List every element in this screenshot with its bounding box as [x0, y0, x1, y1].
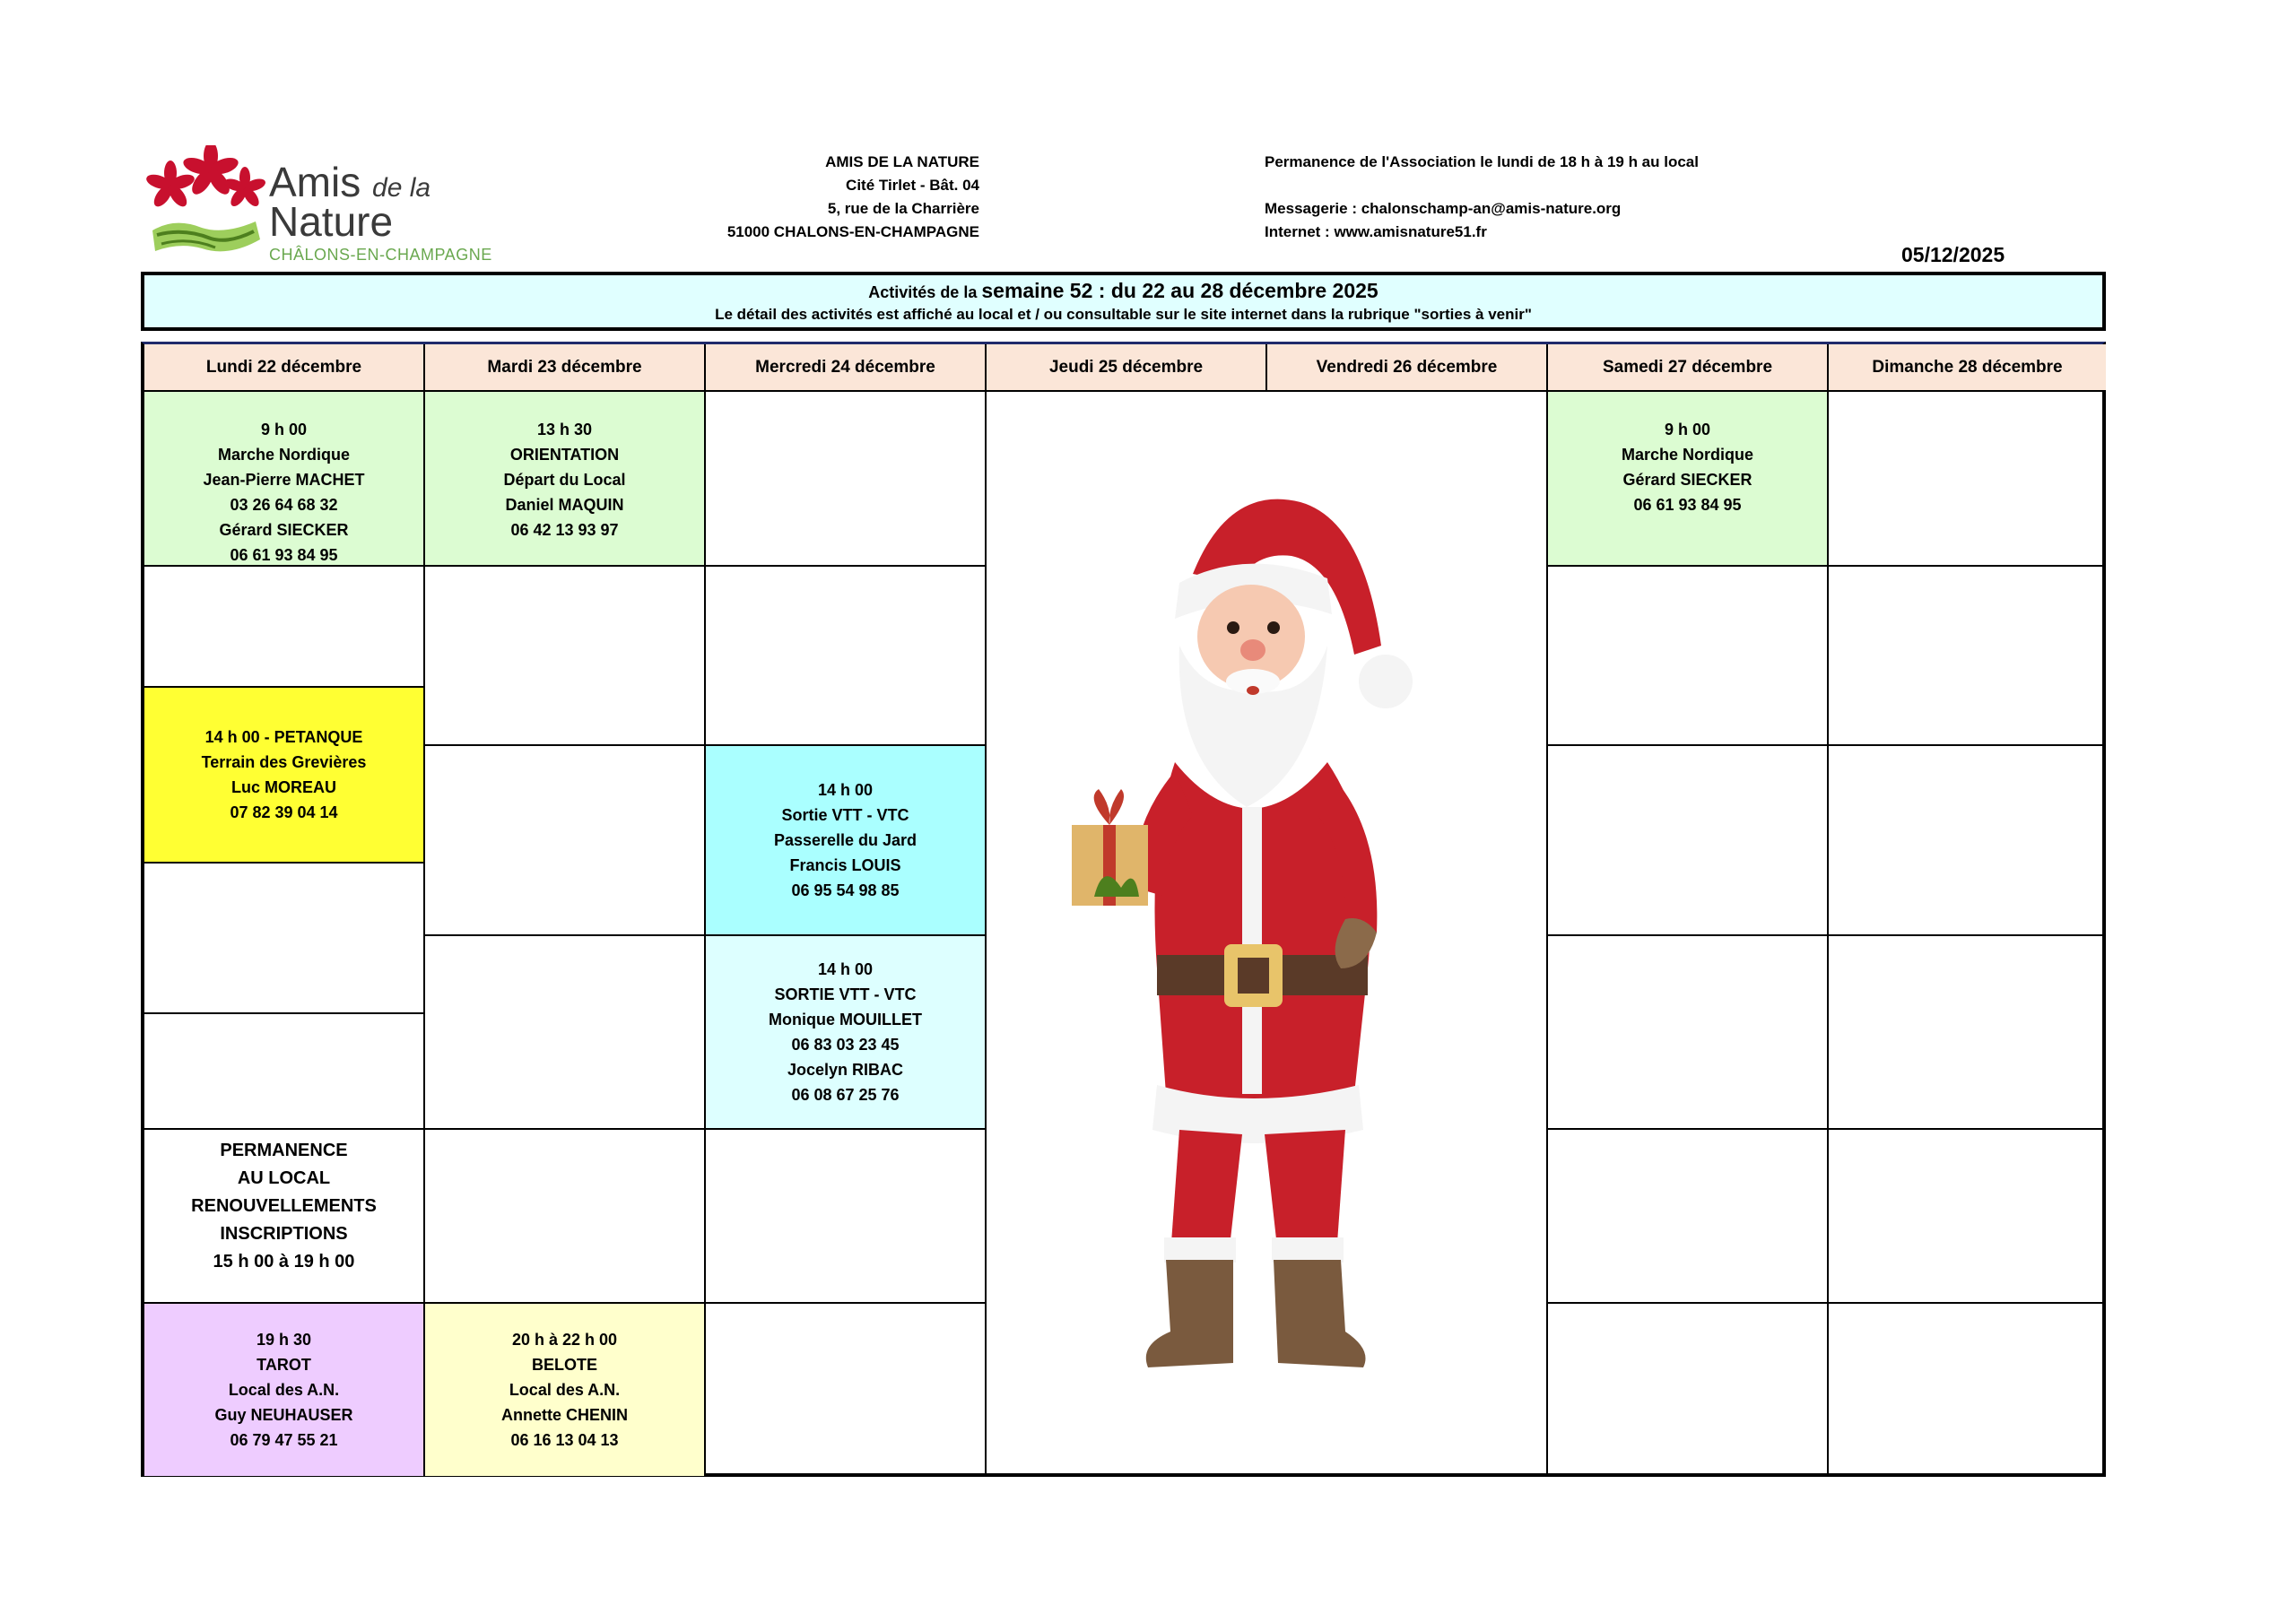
logo-text-amis: Amis	[269, 159, 361, 205]
empty-cell	[706, 392, 987, 567]
empty-cell	[144, 864, 425, 1014]
activity-time: 14 h 00	[817, 781, 874, 799]
activity-phone: 03 26 64 68 32	[230, 496, 338, 514]
empty-cell	[706, 1130, 987, 1304]
activity-contact: Jocelyn RIBAC	[787, 1061, 904, 1079]
day-header-jeudi: Jeudi 25 décembre	[987, 344, 1267, 392]
logo-text-de-la: de la	[372, 173, 431, 203]
empty-cell	[144, 1014, 425, 1130]
activity-contact: Gérard SIECKER	[1622, 471, 1752, 489]
activity-title: TAROT	[257, 1356, 311, 1374]
day-header-mardi: Mardi 23 décembre	[425, 344, 706, 392]
activity-time: 19 h 30	[256, 1331, 312, 1349]
activity-samedi-marche-nordique	[1548, 392, 1829, 567]
activity-contact: Jean-Pierre MACHET	[203, 471, 365, 489]
day-header-lundi: Lundi 22 décembre	[144, 344, 425, 392]
activity-title: AU LOCAL	[237, 1168, 331, 1188]
activity-time: 14 h 00	[817, 960, 874, 978]
activity-title: INSCRIPTIONS	[220, 1224, 348, 1244]
activity-phone: 06 79 47 55 21	[230, 1431, 338, 1449]
activity-lundi-petanque	[144, 688, 425, 864]
empty-cell	[706, 567, 987, 746]
empty-cell	[1548, 567, 1829, 746]
activity-contact: Daniel MAQUIN	[505, 496, 624, 514]
banner-week: semaine 52 : du 22 au 28 décembre 2025	[981, 279, 1378, 302]
empty-cell	[1548, 1304, 1829, 1476]
empty-cell	[425, 936, 706, 1130]
santa-claus-illustration	[1058, 466, 1435, 1399]
activity-contact: Francis LOUIS	[789, 856, 901, 874]
activity-lundi-tarot	[144, 1304, 425, 1476]
empty-cell	[1548, 936, 1829, 1130]
empty-cell	[1829, 1130, 2106, 1304]
activity-phone: 06 42 13 93 97	[510, 521, 619, 539]
activity-title: Marche Nordique	[1621, 446, 1754, 464]
banner-subtitle: Le détail des activités est affiché au local et / ou consultable sur le site internet dans la rubrique "sorties à venir"	[715, 306, 1532, 323]
activity-title: Sortie VTT - VTC	[781, 806, 909, 824]
activity-title: BELOTE	[531, 1356, 597, 1374]
activity-lundi-marche-nordique	[144, 392, 425, 567]
email-text: Messagerie : chalonschamp-an@amis-nature.org	[1265, 200, 1622, 217]
day-header-samedi: Samedi 27 décembre	[1548, 344, 1829, 392]
empty-cell	[425, 1130, 706, 1304]
activity-place: Local des A.N.	[228, 1381, 340, 1399]
activity-contact: Annette CHENIN	[500, 1406, 628, 1424]
activity-title: SORTIE VTT - VTC	[774, 985, 917, 1003]
permanence-text: Permanence de l'Association le lundi de 18 h à 19 h au local	[1265, 153, 1699, 170]
activity-place: Départ du Local	[503, 471, 626, 489]
empty-cell	[1829, 1304, 2106, 1476]
empty-cell	[1548, 1130, 1829, 1304]
association-logo	[139, 145, 516, 266]
activity-phone: 06 83 03 23 45	[791, 1036, 900, 1054]
activity-mardi-belote	[425, 1304, 706, 1476]
activity-contact: Luc MOREAU	[231, 778, 336, 796]
activity-time: 9 h 00	[1664, 421, 1711, 438]
activity-title: Marche Nordique	[217, 446, 351, 464]
activity-title: 14 h 00 - PETANQUE	[204, 728, 363, 746]
day-header-vendredi: Vendredi 26 décembre	[1267, 344, 1548, 392]
address-line: AMIS DE LA NATURE	[825, 153, 979, 170]
activity-phone: 06 08 67 25 76	[791, 1086, 900, 1104]
activity-contact: Monique MOUILLET	[769, 1011, 922, 1028]
activity-time: 13 h 30	[536, 421, 593, 438]
empty-cell	[1829, 392, 2106, 567]
activity-place: Local des A.N.	[509, 1381, 621, 1399]
activity-phone: 07 82 39 04 14	[230, 803, 338, 821]
banner-prefix: Activités de la	[868, 283, 978, 301]
address-line: 5, rue de la Charrière	[827, 200, 979, 217]
activity-mardi-orientation	[425, 392, 706, 567]
contact-block	[1265, 151, 1699, 244]
empty-cell	[1829, 936, 2106, 1130]
activity-contact: Gérard SIECKER	[219, 521, 349, 539]
activity-title: PERMANENCE	[220, 1141, 348, 1160]
activity-time: 20 h à 22 h 00	[511, 1331, 618, 1349]
flowers-hands-logo-icon	[139, 145, 269, 266]
empty-cell	[425, 746, 706, 936]
empty-cell	[425, 567, 706, 746]
empty-cell	[706, 1304, 987, 1476]
week-title-banner	[141, 272, 2106, 331]
empty-cell	[144, 567, 425, 688]
day-header-mercredi: Mercredi 24 décembre	[706, 344, 987, 392]
activity-contact: Guy NEUHAUSER	[214, 1406, 353, 1424]
address-line: 51000 CHALONS-EN-CHAMPAGNE	[726, 223, 979, 240]
activity-place: Passerelle du Jard	[773, 831, 918, 849]
address-block	[682, 151, 979, 244]
website-text: Internet : www.amisnature51.fr	[1265, 223, 1487, 240]
empty-cell	[1548, 746, 1829, 936]
activity-phone: 06 61 93 84 95	[230, 546, 338, 564]
activity-mercredi-vtt-1	[706, 746, 987, 936]
activity-time: 15 h 00 à 19 h 00	[213, 1252, 355, 1271]
activity-lundi-permanence	[144, 1130, 425, 1304]
address-line: Cité Tirlet - Bât. 04	[846, 177, 979, 194]
activity-phone: 06 61 93 84 95	[1633, 496, 1742, 514]
activity-phone: 06 16 13 04 13	[510, 1431, 619, 1449]
logo-text-city: CHÂLONS-EN-CHAMPAGNE	[269, 246, 492, 264]
document-date: 05/12/2025	[1901, 243, 2005, 266]
logo-text-nature: Nature	[269, 198, 394, 245]
empty-cell	[1829, 746, 2106, 936]
day-header-dimanche: Dimanche 28 décembre	[1829, 344, 2106, 392]
activity-title: RENOUVELLEMENTS	[191, 1196, 377, 1216]
activity-title: ORIENTATION	[509, 446, 620, 464]
empty-cell	[1829, 567, 2106, 746]
activity-mercredi-vtt-2	[706, 936, 987, 1130]
activity-time: 9 h 00	[260, 421, 308, 438]
activity-place: Terrain des Grevières	[201, 753, 367, 771]
activity-phone: 06 95 54 98 85	[791, 881, 900, 899]
